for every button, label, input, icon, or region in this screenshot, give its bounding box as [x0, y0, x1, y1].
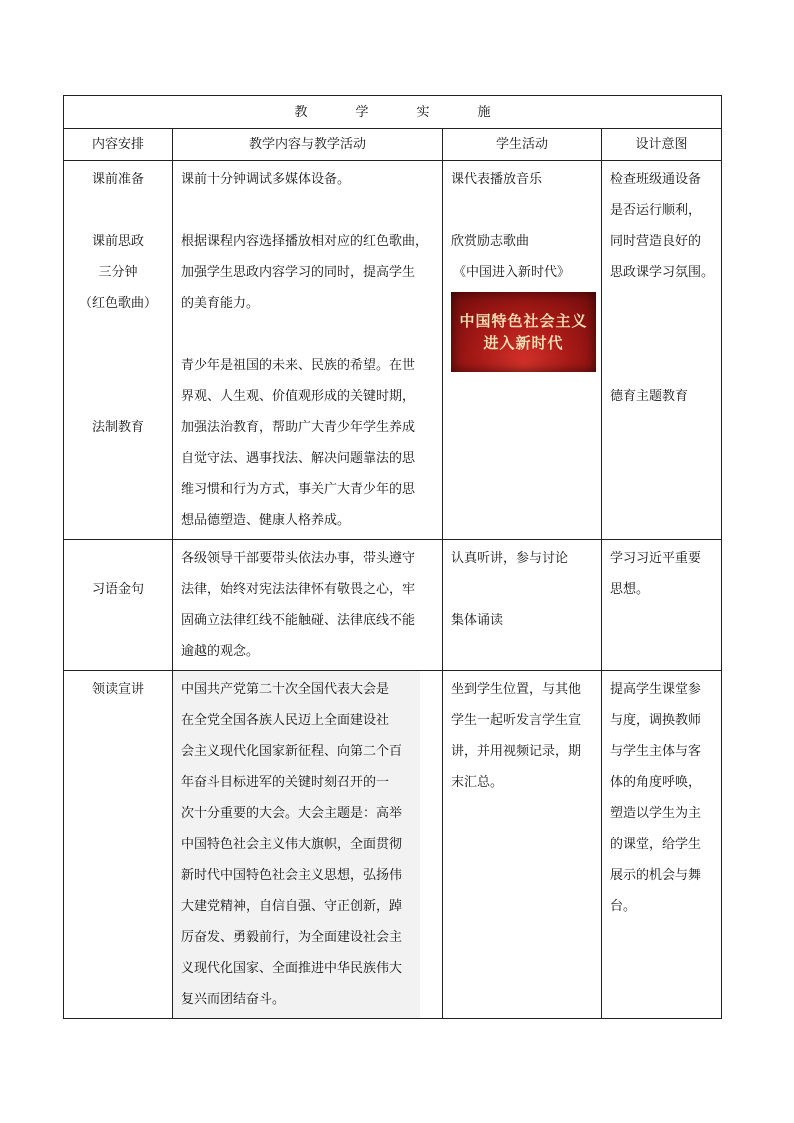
content-line: 固确立法律红线不能触碰、法律底线不能	[181, 613, 416, 628]
arrangement-label: （红色歌曲）	[78, 296, 157, 311]
content-line: 新时代中国特色社会主义思想，弘扬伟	[181, 868, 403, 883]
intent-line: 是否运行顺利，	[610, 203, 702, 218]
header-row	[64, 129, 722, 161]
content-line: 会主义现代化国家新征程、向第二个百	[181, 744, 403, 759]
content-line: 逾越的观念。	[181, 644, 260, 659]
content-line: 课前十分钟调试多媒体设备。	[181, 172, 351, 187]
content-line: 想品德塑造、健康人格养成。	[181, 513, 351, 528]
intent-line: 台。	[610, 899, 637, 914]
row2-arrangement	[64, 540, 173, 671]
banner-text: 中国特色社会主义	[459, 312, 588, 330]
song-banner-image	[451, 292, 596, 372]
title-char: 教	[294, 104, 308, 120]
activity-line: 坐到学生位置，与其他	[451, 682, 582, 697]
intent-line: 学习习近平重要	[610, 551, 702, 566]
row2-student-activity	[443, 540, 602, 671]
activity-line: 课代表播放音乐	[451, 172, 543, 187]
activity-line: 欣赏励志歌曲	[451, 234, 530, 249]
activity-line: 讲，并用视频记录，期	[451, 744, 582, 759]
activity-line: 末汇总。	[451, 775, 504, 790]
table-row	[64, 540, 722, 671]
intent-line: 的课堂，给学生	[610, 837, 702, 852]
intent-line: 与度，调换教师	[610, 713, 702, 728]
content-line: 次十分重要的大会。大会主题是：高举	[181, 806, 403, 821]
intent-line: 同时营造良好的	[610, 234, 702, 249]
intent-line: 体的角度呼唤，	[610, 775, 702, 790]
content-line: 复兴而团结奋斗。	[181, 992, 286, 1007]
content-line: 加强法治教育，帮助广大青少年学生养成	[181, 420, 416, 435]
content-line: 加强学生思政内容学习的同时，提高学生	[181, 265, 416, 280]
row3-design-intent	[602, 671, 722, 1019]
intent-line: 德育主题教育	[610, 389, 689, 404]
content-line: 各级领导干部要带头依法办事，带头遵守	[181, 551, 416, 566]
activity-line: 认真听讲，参与讨论	[451, 551, 569, 566]
content-line: 法律，始终对宪法法律怀有敬畏之心，牢	[181, 582, 416, 597]
content-line: 根据课程内容选择播放相对应的红色歌曲，	[181, 234, 429, 249]
arrangement-label: 三分钟	[98, 265, 138, 280]
header-student-activity: 学生活动	[443, 129, 602, 161]
row3-teaching-content	[173, 671, 443, 1019]
intent-line: 塑造以学生为主	[610, 806, 702, 821]
activity-line: 学生一起听发言学生宣	[451, 713, 582, 728]
row1-student-activity	[443, 161, 602, 540]
row2-teaching-content	[173, 540, 443, 671]
content-line: 中国共产党第二十次全国代表大会是	[181, 682, 390, 697]
intent-line: 与学生主体与客	[610, 744, 702, 759]
row2-design-intent	[602, 540, 722, 671]
arrangement-label: 课前思政	[91, 234, 144, 249]
row1-arrangement	[64, 161, 173, 540]
title-char: 施	[477, 104, 491, 120]
intent-line: 检查班级通设备	[610, 172, 702, 187]
row1-teaching-content	[173, 161, 443, 540]
content-line: 大建党精神，自信自强、守正创新，踔	[181, 899, 403, 914]
content-line: 界观、人生观、价值观形成的关键时期，	[181, 389, 416, 404]
intent-line: 提高学生课堂参	[610, 682, 702, 697]
arrangement-label: 习语金句	[91, 582, 144, 597]
header-design-intent: 设计意图	[602, 129, 722, 161]
teaching-plan-table	[63, 95, 722, 1019]
row1-design-intent	[602, 161, 722, 540]
table-row	[64, 161, 722, 540]
content-line: 的美育能力。	[181, 296, 260, 311]
arrangement-label: 课前准备	[91, 172, 144, 187]
row3-student-activity	[443, 671, 602, 1019]
table-row	[64, 671, 722, 1019]
content-line: 中国特色社会主义伟大旗帜，全面贯彻	[181, 837, 403, 852]
activity-line: 集体诵读	[451, 613, 504, 628]
header-content-arrangement: 内容安排	[64, 129, 173, 161]
content-line: 在全党全国各族人民迈上全面建设社	[181, 713, 390, 728]
row3-arrangement	[64, 671, 173, 1019]
activity-line: 《中国进入新时代》	[453, 265, 571, 280]
arrangement-label: 法制教育	[91, 420, 144, 435]
content-line: 维习惯和行为方式，事关广大青少年的思	[181, 482, 416, 497]
content-line: 厉奋发、勇毅前行，为全面建设社会主	[181, 930, 403, 945]
content-line: 年奋斗目标进军的关键时刻召开的一	[181, 775, 390, 790]
content-line: 青少年是祖国的未来、民族的希望。在世	[181, 358, 416, 373]
table-title	[64, 96, 722, 129]
content-line: 自觉守法、遇事找法、解决问题靠法的思	[181, 451, 416, 466]
content-line: 义现代化国家、全面推进中华民族伟大	[181, 961, 403, 976]
arrangement-label: 领读宣讲	[91, 682, 144, 697]
intent-line: 展示的机会与舞	[610, 868, 702, 883]
intent-line: 思政课学习氛围。	[610, 265, 715, 280]
header-teaching-content: 教学内容与教学活动	[173, 129, 443, 161]
intent-line: 思想。	[610, 582, 650, 597]
title-char: 学	[355, 104, 369, 120]
banner-text: 进入新时代	[483, 334, 564, 352]
title-char: 实	[416, 104, 430, 120]
